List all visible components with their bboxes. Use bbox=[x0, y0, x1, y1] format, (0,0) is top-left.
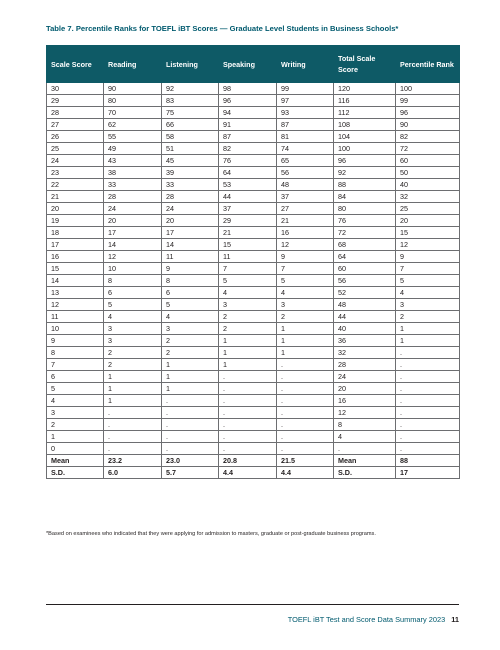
cell-listening: 1 bbox=[162, 383, 219, 395]
cell-writing: 1 bbox=[277, 335, 334, 347]
table-row bbox=[47, 371, 460, 383]
cell-total-scale-score: 56 bbox=[334, 275, 396, 287]
cell-writing: . bbox=[277, 359, 334, 371]
cell-speaking: 2 bbox=[219, 323, 277, 335]
cell-listening: 66 bbox=[162, 119, 219, 131]
cell-scale-score: 22 bbox=[47, 179, 104, 191]
cell-percentile-rank: 99 bbox=[396, 95, 460, 107]
table-row bbox=[47, 155, 460, 167]
cell-total-scale-score: 108 bbox=[334, 119, 396, 131]
cell-writing: 97 bbox=[277, 95, 334, 107]
cell-writing: . bbox=[277, 395, 334, 407]
cell-scale-score: 28 bbox=[47, 107, 104, 119]
cell-speaking: . bbox=[219, 395, 277, 407]
cell-speaking: 5 bbox=[219, 275, 277, 287]
cell-scale-score: 29 bbox=[47, 95, 104, 107]
cell-reading: . bbox=[104, 419, 162, 431]
footnote: *Based on examinees who indicated that they were applying for admission to masters, graduate or post-graduate business programs. bbox=[46, 531, 376, 537]
table-row bbox=[47, 287, 460, 299]
cell-writing: 65 bbox=[277, 155, 334, 167]
cell-percentile-rank: 50 bbox=[396, 167, 460, 179]
cell-percentile-rank: 9 bbox=[396, 251, 460, 263]
cell-listening: 75 bbox=[162, 107, 219, 119]
cell-total-scale-score: 8 bbox=[334, 419, 396, 431]
cell-total-scale-score: 104 bbox=[334, 131, 396, 143]
cell-speaking: 1 bbox=[219, 359, 277, 371]
cell-speaking: 64 bbox=[219, 167, 277, 179]
page-number: 11 bbox=[451, 615, 459, 624]
table-row bbox=[47, 383, 460, 395]
cell-writing: 37 bbox=[277, 191, 334, 203]
cell-percentile-rank: 12 bbox=[396, 239, 460, 251]
header-percentile-rank: Percentile Rank bbox=[396, 46, 460, 83]
cell-percentile-rank: 2 bbox=[396, 311, 460, 323]
cell-scale-score: 24 bbox=[47, 155, 104, 167]
table-row bbox=[47, 263, 460, 275]
cell-speaking: . bbox=[219, 383, 277, 395]
cell-listening: 51 bbox=[162, 143, 219, 155]
footer-divider bbox=[46, 604, 459, 605]
cell-reading: 5 bbox=[104, 299, 162, 311]
cell-speaking: . bbox=[219, 407, 277, 419]
header-reading: Reading bbox=[104, 46, 162, 83]
cell-percentile-rank: . bbox=[396, 395, 460, 407]
cell-listening: 2 bbox=[162, 335, 219, 347]
cell-writing: 74 bbox=[277, 143, 334, 155]
cell-speaking: 29 bbox=[219, 215, 277, 227]
cell-listening: 1 bbox=[162, 371, 219, 383]
cell-total-scale-score: 40 bbox=[334, 323, 396, 335]
cell-percentile-rank: 1 bbox=[396, 335, 460, 347]
cell-percentile-rank: . bbox=[396, 347, 460, 359]
cell-speaking: 96 bbox=[219, 95, 277, 107]
cell-reading: 1 bbox=[104, 371, 162, 383]
cell-listening: 17 bbox=[162, 227, 219, 239]
cell-listening: 14 bbox=[162, 239, 219, 251]
cell-reading: 2 bbox=[104, 347, 162, 359]
cell-reading: 12 bbox=[104, 251, 162, 263]
cell-total-scale-score: 64 bbox=[334, 251, 396, 263]
cell-scale-score: 17 bbox=[47, 239, 104, 251]
table-row bbox=[47, 119, 460, 131]
cell-total-scale-score: 48 bbox=[334, 299, 396, 311]
cell-total-scale-score: 88 bbox=[334, 179, 396, 191]
cell-percentile-rank: . bbox=[396, 371, 460, 383]
cell-reading: 20 bbox=[104, 215, 162, 227]
header-writing: Writing bbox=[277, 46, 334, 83]
cell-percentile-rank: 3 bbox=[396, 299, 460, 311]
cell-speaking: . bbox=[219, 431, 277, 443]
cell-speaking: 20.8 bbox=[219, 455, 277, 467]
cell-listening: 58 bbox=[162, 131, 219, 143]
cell-writing: 7 bbox=[277, 263, 334, 275]
cell-scale-score: 18 bbox=[47, 227, 104, 239]
cell-total-scale-score: 80 bbox=[334, 203, 396, 215]
cell-listening: 83 bbox=[162, 95, 219, 107]
cell-writing: . bbox=[277, 419, 334, 431]
table-row bbox=[47, 203, 460, 215]
cell-percentile-rank: . bbox=[396, 383, 460, 395]
cell-scale-score: 13 bbox=[47, 287, 104, 299]
cell-scale-score: 23 bbox=[47, 167, 104, 179]
table-body bbox=[47, 83, 460, 479]
cell-scale-score: S.D. bbox=[47, 467, 104, 479]
cell-writing: . bbox=[277, 383, 334, 395]
cell-listening: . bbox=[162, 407, 219, 419]
cell-listening: 6 bbox=[162, 287, 219, 299]
cell-writing: . bbox=[277, 407, 334, 419]
table-row bbox=[47, 179, 460, 191]
cell-speaking: 53 bbox=[219, 179, 277, 191]
cell-percentile-rank: 25 bbox=[396, 203, 460, 215]
cell-listening: . bbox=[162, 443, 219, 455]
page-footer bbox=[288, 615, 459, 624]
cell-percentile-rank: 15 bbox=[396, 227, 460, 239]
cell-listening: 3 bbox=[162, 323, 219, 335]
cell-scale-score: 1 bbox=[47, 431, 104, 443]
table-row bbox=[47, 407, 460, 419]
table-row bbox=[47, 431, 460, 443]
table-row bbox=[47, 299, 460, 311]
cell-reading: 43 bbox=[104, 155, 162, 167]
table-row bbox=[47, 191, 460, 203]
cell-listening: 23.0 bbox=[162, 455, 219, 467]
table-row bbox=[47, 335, 460, 347]
cell-reading: 24 bbox=[104, 203, 162, 215]
cell-writing: 99 bbox=[277, 83, 334, 95]
cell-percentile-rank: 5 bbox=[396, 275, 460, 287]
cell-writing: 81 bbox=[277, 131, 334, 143]
cell-scale-score: 26 bbox=[47, 131, 104, 143]
cell-total-scale-score: 112 bbox=[334, 107, 396, 119]
cell-listening: 5 bbox=[162, 299, 219, 311]
cell-total-scale-score: S.D. bbox=[334, 467, 396, 479]
cell-writing: 12 bbox=[277, 239, 334, 251]
cell-speaking: 4 bbox=[219, 287, 277, 299]
cell-percentile-rank: 20 bbox=[396, 215, 460, 227]
cell-writing: 2 bbox=[277, 311, 334, 323]
cell-reading: 1 bbox=[104, 395, 162, 407]
cell-reading: 55 bbox=[104, 131, 162, 143]
percentile-rank-table bbox=[46, 45, 460, 479]
cell-reading: 6.0 bbox=[104, 467, 162, 479]
table-row bbox=[47, 167, 460, 179]
cell-scale-score: 8 bbox=[47, 347, 104, 359]
cell-listening: 45 bbox=[162, 155, 219, 167]
cell-scale-score: 11 bbox=[47, 311, 104, 323]
cell-speaking: . bbox=[219, 419, 277, 431]
cell-scale-score: 10 bbox=[47, 323, 104, 335]
cell-scale-score: 14 bbox=[47, 275, 104, 287]
cell-reading: 38 bbox=[104, 167, 162, 179]
cell-percentile-rank: 40 bbox=[396, 179, 460, 191]
cell-writing: 16 bbox=[277, 227, 334, 239]
cell-scale-score: 16 bbox=[47, 251, 104, 263]
cell-reading: 70 bbox=[104, 107, 162, 119]
cell-reading: 8 bbox=[104, 275, 162, 287]
cell-writing: . bbox=[277, 371, 334, 383]
cell-percentile-rank: 82 bbox=[396, 131, 460, 143]
cell-writing: 21 bbox=[277, 215, 334, 227]
table-row bbox=[47, 239, 460, 251]
cell-speaking: 91 bbox=[219, 119, 277, 131]
cell-writing: 3 bbox=[277, 299, 334, 311]
cell-reading: 33 bbox=[104, 179, 162, 191]
cell-listening: 20 bbox=[162, 215, 219, 227]
cell-percentile-rank: 7 bbox=[396, 263, 460, 275]
cell-listening: 9 bbox=[162, 263, 219, 275]
cell-scale-score: 2 bbox=[47, 419, 104, 431]
cell-reading: 17 bbox=[104, 227, 162, 239]
cell-reading: . bbox=[104, 407, 162, 419]
cell-scale-score: 5 bbox=[47, 383, 104, 395]
cell-listening: 39 bbox=[162, 167, 219, 179]
cell-total-scale-score: 12 bbox=[334, 407, 396, 419]
table-row bbox=[47, 107, 460, 119]
cell-total-scale-score: 72 bbox=[334, 227, 396, 239]
table-row bbox=[47, 359, 460, 371]
cell-reading: 3 bbox=[104, 335, 162, 347]
cell-scale-score: 6 bbox=[47, 371, 104, 383]
cell-speaking: 76 bbox=[219, 155, 277, 167]
cell-writing: 87 bbox=[277, 119, 334, 131]
cell-percentile-rank: . bbox=[396, 419, 460, 431]
header-scale-score: Scale Score bbox=[47, 46, 104, 83]
cell-scale-score: 3 bbox=[47, 407, 104, 419]
cell-reading: 6 bbox=[104, 287, 162, 299]
cell-reading: 62 bbox=[104, 119, 162, 131]
header-speaking: Speaking bbox=[219, 46, 277, 83]
cell-writing: 5 bbox=[277, 275, 334, 287]
cell-speaking: 11 bbox=[219, 251, 277, 263]
cell-writing: . bbox=[277, 431, 334, 443]
cell-reading: 1 bbox=[104, 383, 162, 395]
cell-total-scale-score: 120 bbox=[334, 83, 396, 95]
cell-percentile-rank: 4 bbox=[396, 287, 460, 299]
cell-speaking: . bbox=[219, 443, 277, 455]
cell-reading: 14 bbox=[104, 239, 162, 251]
cell-percentile-rank: 72 bbox=[396, 143, 460, 155]
cell-writing: . bbox=[277, 443, 334, 455]
cell-listening: 28 bbox=[162, 191, 219, 203]
table-header-row bbox=[47, 46, 460, 83]
cell-reading: 10 bbox=[104, 263, 162, 275]
cell-scale-score: 27 bbox=[47, 119, 104, 131]
cell-speaking: 3 bbox=[219, 299, 277, 311]
cell-listening: 92 bbox=[162, 83, 219, 95]
cell-percentile-rank: 100 bbox=[396, 83, 460, 95]
cell-scale-score: 20 bbox=[47, 203, 104, 215]
cell-listening: 2 bbox=[162, 347, 219, 359]
cell-speaking: 2 bbox=[219, 311, 277, 323]
sd-row bbox=[47, 467, 460, 479]
cell-speaking: 7 bbox=[219, 263, 277, 275]
cell-writing: 56 bbox=[277, 167, 334, 179]
cell-percentile-rank: . bbox=[396, 443, 460, 455]
cell-total-scale-score: 52 bbox=[334, 287, 396, 299]
table-row bbox=[47, 443, 460, 455]
cell-total-scale-score: 96 bbox=[334, 155, 396, 167]
cell-listening: 5.7 bbox=[162, 467, 219, 479]
cell-reading: 80 bbox=[104, 95, 162, 107]
table-title: Table 7. Percentile Ranks for TOEFL iBT Scores — Graduate Level Students in Business Schools* bbox=[46, 24, 399, 33]
cell-writing: 21.5 bbox=[277, 455, 334, 467]
cell-scale-score: 0 bbox=[47, 443, 104, 455]
cell-speaking: 15 bbox=[219, 239, 277, 251]
cell-percentile-rank: 32 bbox=[396, 191, 460, 203]
cell-total-scale-score: 4 bbox=[334, 431, 396, 443]
cell-total-scale-score: 24 bbox=[334, 371, 396, 383]
cell-scale-score: 12 bbox=[47, 299, 104, 311]
header-listening: Listening bbox=[162, 46, 219, 83]
cell-speaking: 1 bbox=[219, 335, 277, 347]
cell-speaking: 37 bbox=[219, 203, 277, 215]
table-row bbox=[47, 311, 460, 323]
cell-reading: 28 bbox=[104, 191, 162, 203]
cell-scale-score: Mean bbox=[47, 455, 104, 467]
cell-total-scale-score: 92 bbox=[334, 167, 396, 179]
cell-listening: . bbox=[162, 395, 219, 407]
cell-reading: 90 bbox=[104, 83, 162, 95]
cell-total-scale-score: . bbox=[334, 443, 396, 455]
cell-total-scale-score: 20 bbox=[334, 383, 396, 395]
cell-listening: . bbox=[162, 431, 219, 443]
cell-percentile-rank: . bbox=[396, 431, 460, 443]
cell-total-scale-score: 16 bbox=[334, 395, 396, 407]
table-row bbox=[47, 215, 460, 227]
cell-total-scale-score: 100 bbox=[334, 143, 396, 155]
table-row bbox=[47, 275, 460, 287]
cell-writing: 48 bbox=[277, 179, 334, 191]
cell-total-scale-score: 36 bbox=[334, 335, 396, 347]
cell-speaking: 87 bbox=[219, 131, 277, 143]
cell-total-scale-score: 60 bbox=[334, 263, 396, 275]
mean-row bbox=[47, 455, 460, 467]
cell-scale-score: 21 bbox=[47, 191, 104, 203]
cell-speaking: 94 bbox=[219, 107, 277, 119]
table-row bbox=[47, 323, 460, 335]
cell-percentile-rank: . bbox=[396, 407, 460, 419]
cell-scale-score: 9 bbox=[47, 335, 104, 347]
cell-writing: 93 bbox=[277, 107, 334, 119]
table-row bbox=[47, 395, 460, 407]
cell-writing: 1 bbox=[277, 347, 334, 359]
cell-listening: 8 bbox=[162, 275, 219, 287]
cell-percentile-rank: 90 bbox=[396, 119, 460, 131]
cell-listening: 1 bbox=[162, 359, 219, 371]
cell-total-scale-score: 28 bbox=[334, 359, 396, 371]
cell-speaking: 98 bbox=[219, 83, 277, 95]
cell-speaking: 1 bbox=[219, 347, 277, 359]
footer-publication-title: TOEFL iBT Test and Score Data Summary 2023 bbox=[287, 615, 446, 624]
cell-listening: 33 bbox=[162, 179, 219, 191]
cell-reading: . bbox=[104, 431, 162, 443]
table-row bbox=[47, 95, 460, 107]
cell-speaking: 82 bbox=[219, 143, 277, 155]
cell-total-scale-score: 44 bbox=[334, 311, 396, 323]
cell-speaking: 21 bbox=[219, 227, 277, 239]
cell-writing: 27 bbox=[277, 203, 334, 215]
cell-scale-score: 4 bbox=[47, 395, 104, 407]
cell-speaking: 44 bbox=[219, 191, 277, 203]
cell-scale-score: 19 bbox=[47, 215, 104, 227]
cell-reading: 23.2 bbox=[104, 455, 162, 467]
header-total-scale-score: Total Scale Score bbox=[334, 46, 396, 83]
cell-scale-score: 25 bbox=[47, 143, 104, 155]
cell-total-scale-score: 68 bbox=[334, 239, 396, 251]
table-row bbox=[47, 347, 460, 359]
cell-listening: . bbox=[162, 419, 219, 431]
cell-listening: 4 bbox=[162, 311, 219, 323]
cell-percentile-rank: 60 bbox=[396, 155, 460, 167]
cell-reading: 4 bbox=[104, 311, 162, 323]
table-row bbox=[47, 83, 460, 95]
cell-writing: 4 bbox=[277, 287, 334, 299]
table-row bbox=[47, 227, 460, 239]
cell-percentile-rank: 96 bbox=[396, 107, 460, 119]
cell-writing: 4.4 bbox=[277, 467, 334, 479]
cell-speaking: 4.4 bbox=[219, 467, 277, 479]
table-row bbox=[47, 143, 460, 155]
cell-percentile-rank: 88 bbox=[396, 455, 460, 467]
cell-total-scale-score: 32 bbox=[334, 347, 396, 359]
cell-percentile-rank: 1 bbox=[396, 323, 460, 335]
cell-reading: 2 bbox=[104, 359, 162, 371]
cell-total-scale-score: 116 bbox=[334, 95, 396, 107]
table-row bbox=[47, 419, 460, 431]
cell-total-scale-score: 76 bbox=[334, 215, 396, 227]
table-row bbox=[47, 251, 460, 263]
cell-speaking: . bbox=[219, 371, 277, 383]
cell-reading: 49 bbox=[104, 143, 162, 155]
cell-listening: 24 bbox=[162, 203, 219, 215]
table-row bbox=[47, 131, 460, 143]
cell-total-scale-score: Mean bbox=[334, 455, 396, 467]
cell-reading: . bbox=[104, 443, 162, 455]
cell-reading: 3 bbox=[104, 323, 162, 335]
cell-scale-score: 7 bbox=[47, 359, 104, 371]
cell-scale-score: 15 bbox=[47, 263, 104, 275]
cell-writing: 9 bbox=[277, 251, 334, 263]
cell-writing: 1 bbox=[277, 323, 334, 335]
cell-scale-score: 30 bbox=[47, 83, 104, 95]
cell-percentile-rank: 17 bbox=[396, 467, 460, 479]
cell-listening: 11 bbox=[162, 251, 219, 263]
cell-percentile-rank: . bbox=[396, 359, 460, 371]
cell-total-scale-score: 84 bbox=[334, 191, 396, 203]
